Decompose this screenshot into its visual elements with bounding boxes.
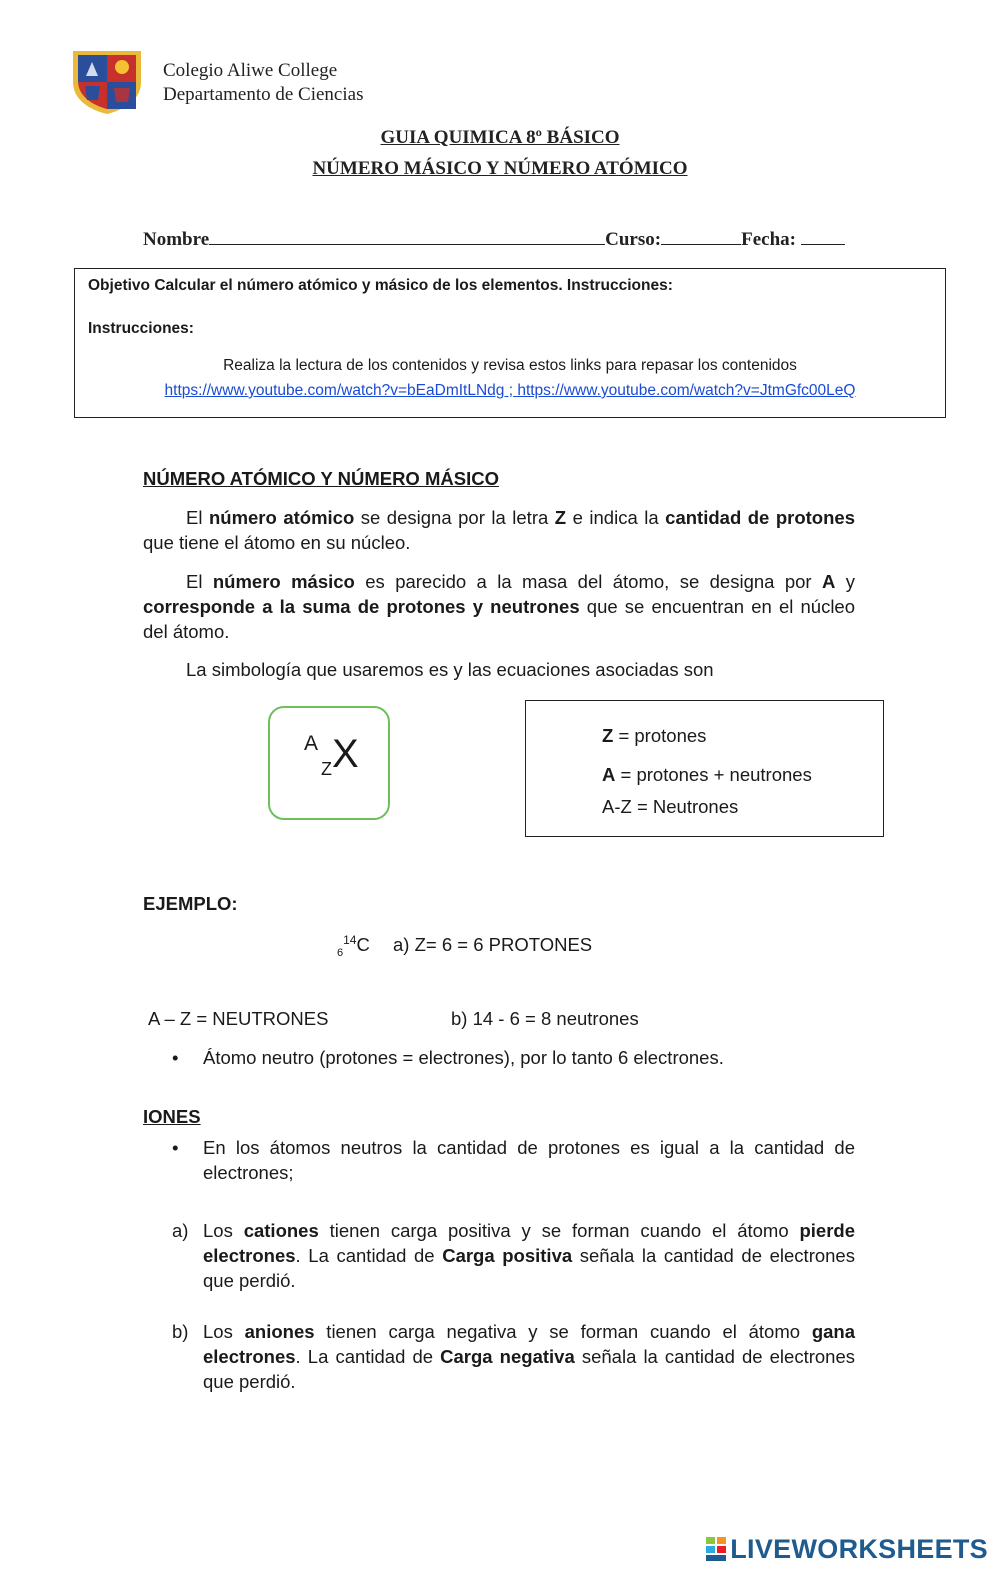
bullet-text: Átomo neutro (protones = electrones), por lo tanto 6 electrones.	[203, 1047, 724, 1068]
liveworksheets-logo	[706, 1534, 988, 1564]
name-label: Nombre	[143, 229, 210, 250]
equation-a: A = protones + neutrones	[602, 764, 812, 785]
cations-text: Los cationes tienen carga positiva y se forman cuando el átomo pierde electrones. La cantidad de Carga positiva señala la cantidad de electrones que perdió.	[203, 1220, 856, 1291]
ions-bullet	[172, 1135, 855, 1185]
example-isotope-line	[337, 928, 592, 966]
example-atomic-number: 6	[337, 946, 344, 959]
video-link-1[interactable]: https://www.youtube.com/watch?v=bEaDmItLNdg	[164, 382, 505, 399]
example-part-a: a) Z= 6 = 6 PROTONES	[393, 934, 593, 956]
neutrons-formula: A – Z = NEUTRONES	[148, 1008, 329, 1029]
department-name: Departamento de Ciencias	[163, 84, 364, 105]
element-symbol-box	[268, 706, 390, 820]
atomic-number-symbol: Z	[321, 759, 332, 779]
cations-item	[172, 1218, 855, 1293]
school-crest-icon	[70, 48, 144, 116]
neutral-atom-bullet	[172, 1045, 855, 1070]
name-field[interactable]	[209, 226, 605, 245]
bullet-marker: •	[172, 1137, 179, 1158]
bullet-text: En los átomos neutros la cantidad de protones es igual a la cantidad de electrones;	[203, 1137, 855, 1183]
symbology-paragraph: La simbología que usaremos es y las ecuaciones asociadas son	[186, 659, 714, 680]
course-field[interactable]	[661, 226, 741, 245]
objective-text: Objetivo Calcular el número atómico y másico de los elementos. Instrucciones:	[88, 277, 673, 294]
anions-item	[172, 1319, 855, 1394]
equations-box	[525, 700, 884, 837]
section-heading-atomic-mass: NÚMERO ATÓMICO Y NÚMERO MÁSICO	[143, 468, 499, 489]
date-label: Fecha:	[741, 229, 796, 250]
mass-number-paragraph: El número másico es parecido a la masa del átomo, se designa por A y corresponde a la suma de protones y neutrones que se encuentran en el núcleo del átomo.	[143, 571, 856, 642]
school-info	[163, 59, 363, 107]
example-heading: EJEMPLO:	[143, 893, 238, 914]
equation-z: Z = protones	[602, 725, 707, 746]
date-field[interactable]	[801, 226, 845, 245]
student-info-row	[143, 226, 863, 251]
instructions-label: Instrucciones:	[88, 320, 194, 337]
worksheet-subtitle: NÚMERO MÁSICO Y NÚMERO ATÓMICO	[312, 158, 688, 179]
bullet-marker: •	[172, 1047, 179, 1068]
anions-text: Los aniones tienen carga negativa y se forman cuando el átomo gana electrones. La cantidad de Carga negativa señala la cantidad de electrones que perdió.	[203, 1321, 855, 1392]
mass-number-symbol: A	[304, 732, 319, 755]
school-name: Colegio Aliwe College	[163, 60, 338, 81]
objective-box	[74, 268, 946, 418]
list-marker-b: b)	[172, 1321, 189, 1342]
worksheet-title: GUIA QUIMICA 8º BÁSICO	[380, 127, 620, 148]
example-element: C	[356, 934, 370, 956]
course-label: Curso:	[605, 229, 662, 250]
liveworksheets-logo-icon	[706, 1537, 726, 1561]
instructions-text: Realiza la lectura de los contenidos y revisa estos links para repasar los contenidos	[223, 357, 797, 374]
element-symbol: X	[332, 732, 359, 776]
link-separator: ;	[504, 382, 518, 399]
atomic-number-paragraph: El número atómico se designa por la letra Z e indica la cantidad de protones que tiene el átomo en su núcleo.	[143, 507, 855, 553]
equation-neutrons: A-Z = Neutrones	[602, 796, 739, 817]
liveworksheets-brand: LIVEWORKSHEETS	[730, 1533, 988, 1564]
ions-heading: IONES	[143, 1106, 201, 1127]
list-marker-a: a)	[172, 1220, 189, 1241]
example-part-b: b) 14 - 6 = 8 neutrones	[451, 1008, 639, 1029]
example-mass-number: 14	[343, 933, 357, 947]
video-link-2[interactable]: https://www.youtube.com/watch?v=JtmGfc00LeQ	[517, 382, 856, 399]
video-links	[75, 382, 945, 400]
